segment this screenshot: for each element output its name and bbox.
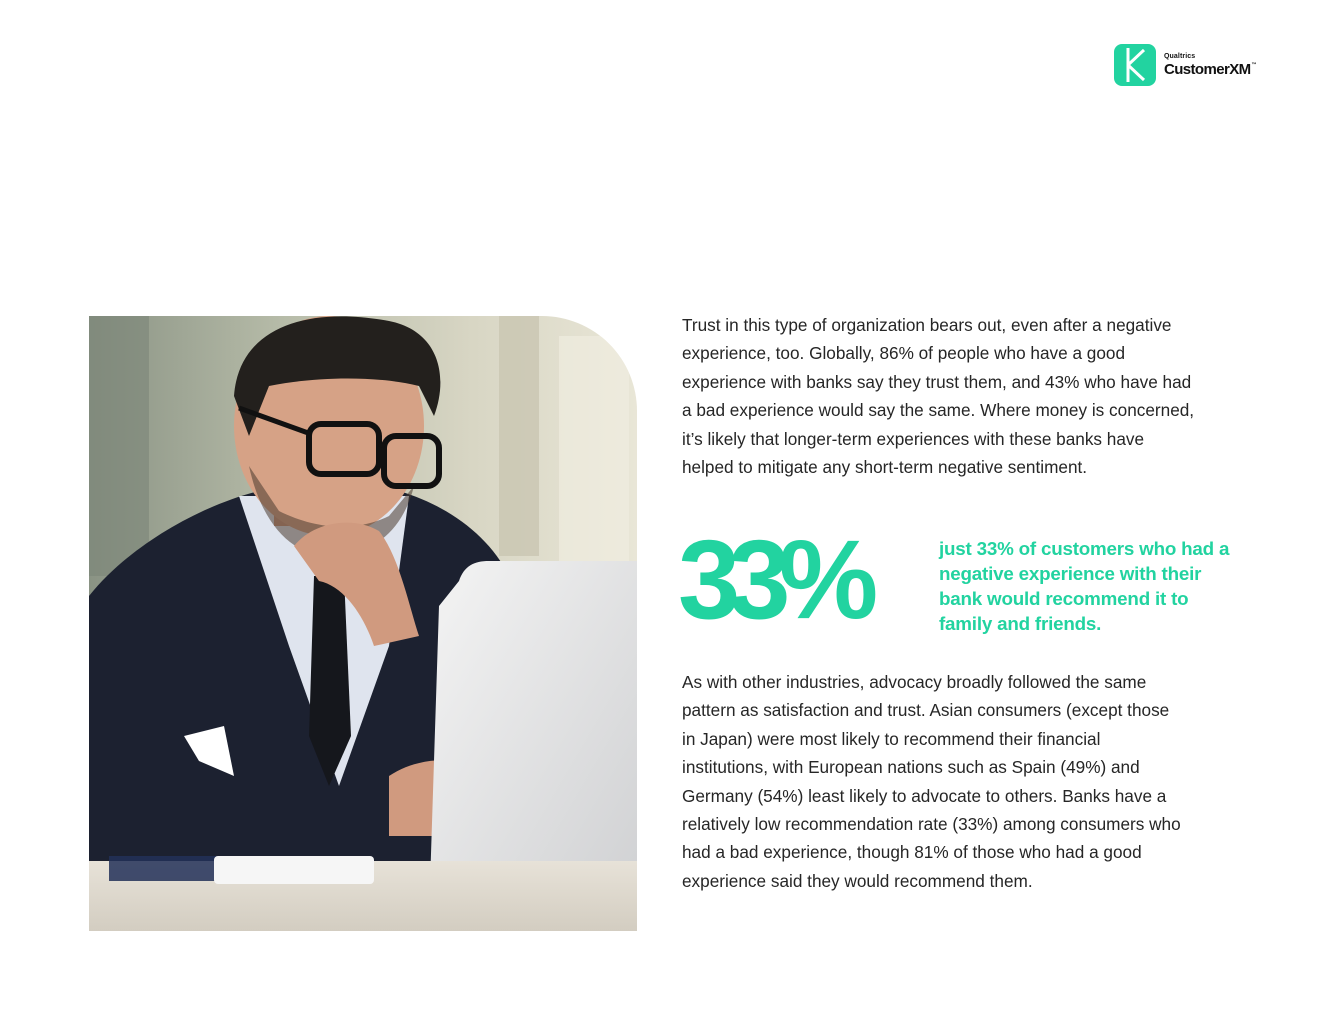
intro-paragraph: Trust in this type of organization bears out, even after a negative experience, too. Globally, 86% of people who have a good experience with banks say they trust them, and 43% who have had a bad experience would say the same. Where money is concerned, it’s likely that longer-term experiences with these banks have helped to mitigate any short-term negative sentiment. [682,315,1195,478]
closing-paragraph: As with other industries, advocacy broadly followed the same pattern as satisfaction and trust. Asian consumers (except those in Japan) were most likely to recommend their financial institutions, with European nations such as Spain (49%) and Germany (54%) least likely to advocate to others. Banks have a relatively low recommendation rate (33%) among consumers who had a bad experience, though 81% of those who had a good experience said they would recommend them. [682,672,1181,891]
qualtrics-customerxm-logo [1114,44,1256,86]
logo-trademark: ™ [1251,62,1256,68]
customerxm-logo-icon [1114,44,1156,86]
logo-brand-name: Qualtrics [1164,53,1196,60]
stat-callout [678,517,1242,642]
logo-product-name: CustomerXM™ [1164,61,1256,78]
man-with-laptop-photo [89,316,637,931]
photo-illustration-icon [89,316,637,931]
logo-wordmark [1164,53,1256,77]
stat-value: 33% [678,517,867,642]
stat-caption: just 33% of customers who had a negative experience with their bank would recommend it to family and friends. [939,538,1230,634]
